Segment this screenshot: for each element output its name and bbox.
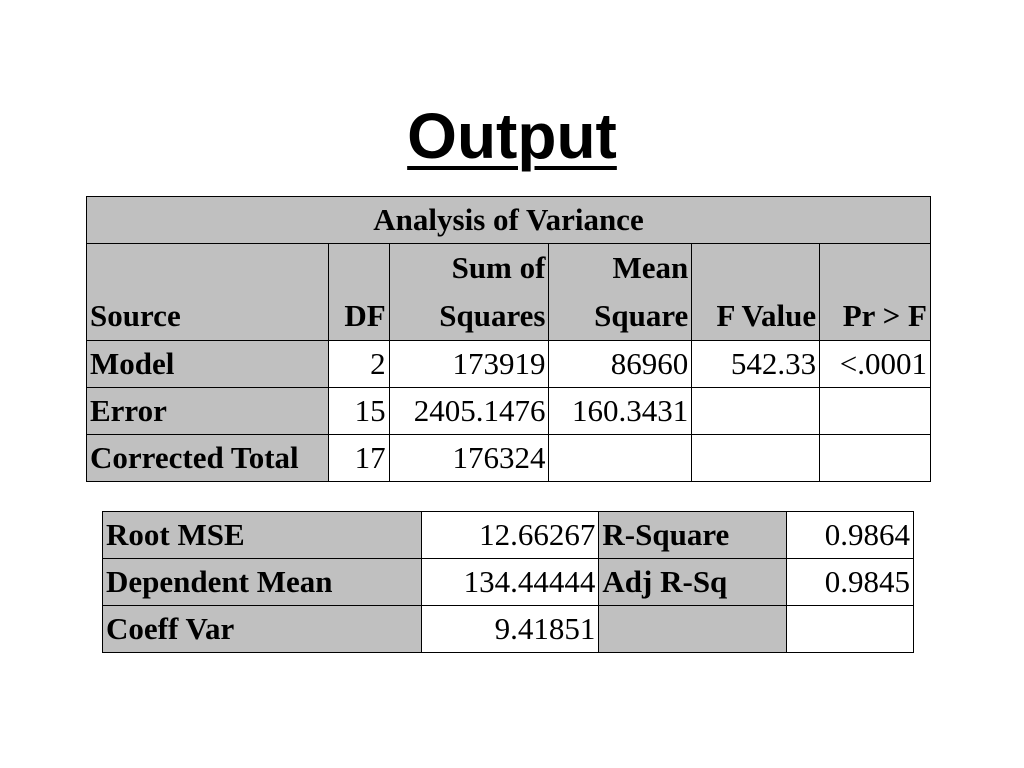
anova-table (86, 196, 931, 482)
fit-statistics-table (102, 511, 914, 653)
stat-value: 0.9864 (787, 512, 914, 559)
stat-label (599, 606, 787, 653)
stat-value (787, 606, 914, 653)
header-ms-line1: Mean (612, 250, 689, 285)
cell-f (692, 435, 820, 482)
cell-ss: 2405.1476 (389, 388, 549, 435)
header-ss-line2: Squares (439, 298, 546, 333)
cell-p (820, 435, 931, 482)
cell-df: 15 (328, 388, 389, 435)
stat-label: Coeff Var (103, 606, 422, 653)
row-source: Model (87, 341, 329, 388)
row-source: Corrected Total (87, 435, 329, 482)
cell-p (820, 388, 931, 435)
stat-value: 0.9845 (787, 559, 914, 606)
cell-ms (549, 435, 692, 482)
table-row (103, 606, 914, 653)
stat-label: Root MSE (103, 512, 422, 559)
table-row (87, 388, 931, 435)
cell-df: 17 (328, 435, 389, 482)
stat-value: 134.44444 (421, 559, 599, 606)
anova-header-row (87, 244, 931, 341)
stat-value: 9.41851 (421, 606, 599, 653)
cell-ss: 173919 (389, 341, 549, 388)
header-f-value: F Value (692, 244, 820, 341)
page-title-text: Output (407, 100, 617, 172)
header-df: DF (328, 244, 389, 341)
cell-p: <.0001 (820, 341, 931, 388)
cell-f (692, 388, 820, 435)
table-row (87, 435, 931, 482)
cell-ss: 176324 (389, 435, 549, 482)
stat-value: 12.66267 (421, 512, 599, 559)
header-ms-line2: Square (594, 298, 689, 333)
header-sum-of-squares (389, 244, 549, 341)
header-ss-line1: Sum of (451, 250, 546, 285)
table-row (103, 559, 914, 606)
stat-label: Adj R-Sq (599, 559, 787, 606)
table-row (103, 512, 914, 559)
cell-ms: 86960 (549, 341, 692, 388)
stat-label: Dependent Mean (103, 559, 422, 606)
table-row (87, 341, 931, 388)
anova-caption-row (87, 197, 931, 244)
row-source: Error (87, 388, 329, 435)
header-pr-f: Pr > F (820, 244, 931, 341)
header-mean-square (549, 244, 692, 341)
cell-ms: 160.3431 (549, 388, 692, 435)
cell-df: 2 (328, 341, 389, 388)
anova-caption: Analysis of Variance (87, 197, 931, 244)
cell-f: 542.33 (692, 341, 820, 388)
page-title (0, 96, 1024, 176)
stat-label: R-Square (599, 512, 787, 559)
header-source: Source (87, 244, 329, 341)
